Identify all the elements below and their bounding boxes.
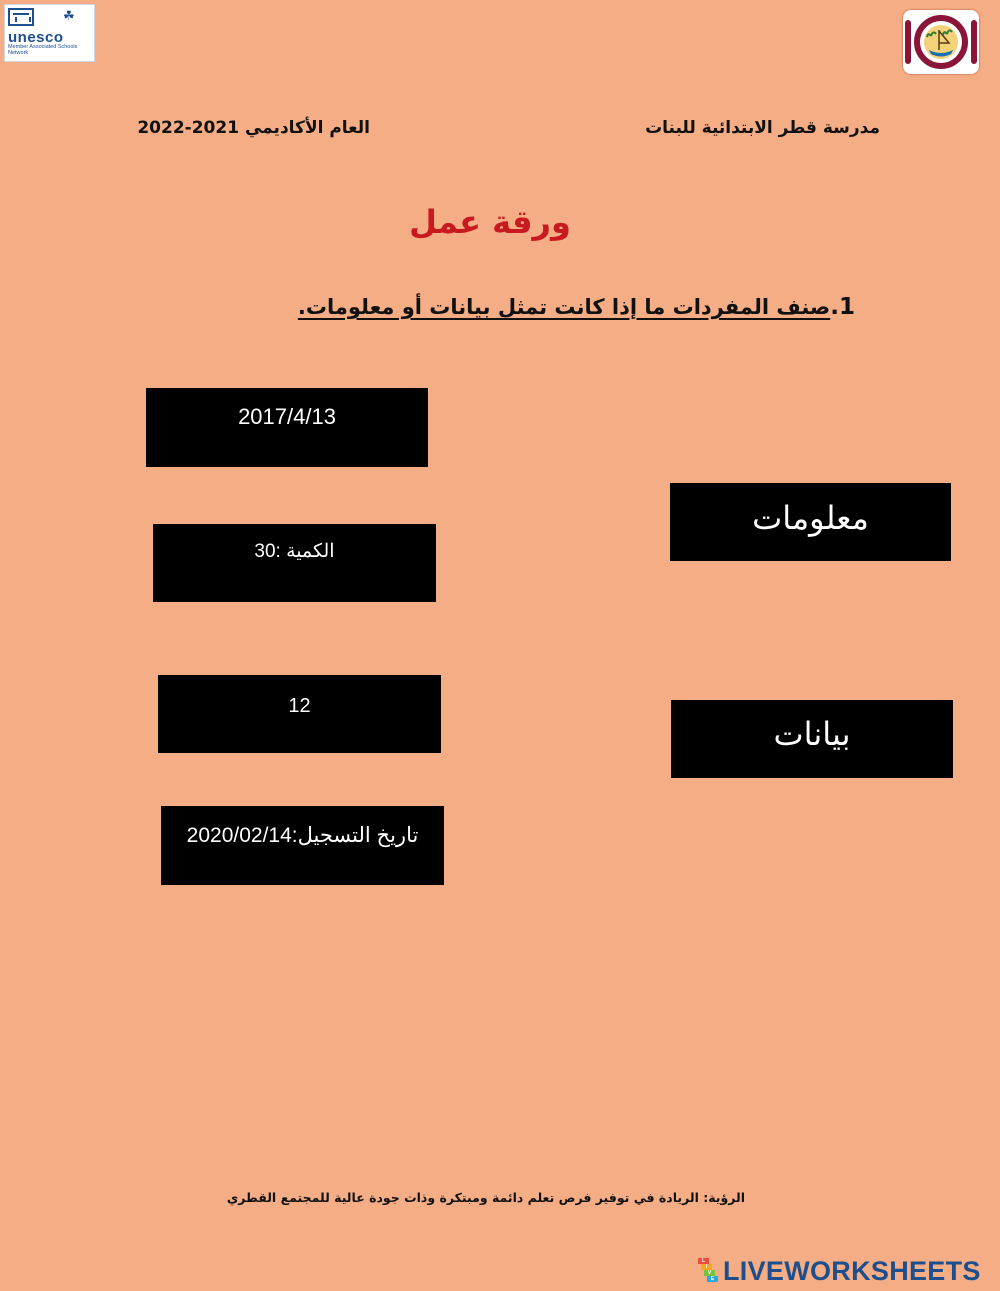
badge-letter: I xyxy=(701,1264,712,1270)
question-1 xyxy=(230,294,855,320)
school-vision: الرؤية: الريادة في توفير فرص تعلم دائمة ومبتكرة وذات جودة عالية للمجتمع القطري xyxy=(226,1190,745,1205)
unesco-logo xyxy=(4,4,95,62)
badge-letter: E xyxy=(707,1276,718,1282)
school-name: مدرسة قطر الابتدائية للبنات xyxy=(645,118,880,138)
unesco-subtitle: Member Associated Schools Network xyxy=(8,44,78,56)
academic-year: العام الأكاديمي 2021-2022 xyxy=(137,118,370,138)
unesco-temple-icon xyxy=(8,8,34,26)
drop-target-information[interactable]: معلومات xyxy=(670,483,951,561)
question-number: 1. xyxy=(830,294,855,320)
ministry-emblem-icon xyxy=(903,10,979,74)
question-text: صنف المفردات ما إذا كانت تمثل بيانات أو معلومات. xyxy=(297,295,831,319)
liveworksheets-brand xyxy=(698,1257,981,1285)
unesco-wordmark: unesco xyxy=(8,29,64,46)
ministry-logo xyxy=(903,10,979,74)
drag-card-quantity[interactable]: الكمية :30 xyxy=(153,524,436,602)
drag-card-registration-date[interactable]: تاريخ التسجيل:2020/02/14 xyxy=(161,806,444,885)
drag-card-number[interactable]: 12 xyxy=(158,675,441,753)
drop-target-data[interactable]: بيانات xyxy=(671,700,953,778)
worksheet-title: ورقة عمل xyxy=(409,203,571,241)
badge-letter: L xyxy=(698,1258,709,1264)
liveworksheets-wordmark: LIVEWORKSHEETS xyxy=(723,1255,981,1286)
badge-letter: V xyxy=(704,1270,715,1276)
aspnet-figure-icon: ☘ xyxy=(63,9,75,24)
drag-card-date[interactable]: 2017/4/13 xyxy=(146,388,428,467)
liveworksheets-badge-icon xyxy=(698,1258,720,1284)
